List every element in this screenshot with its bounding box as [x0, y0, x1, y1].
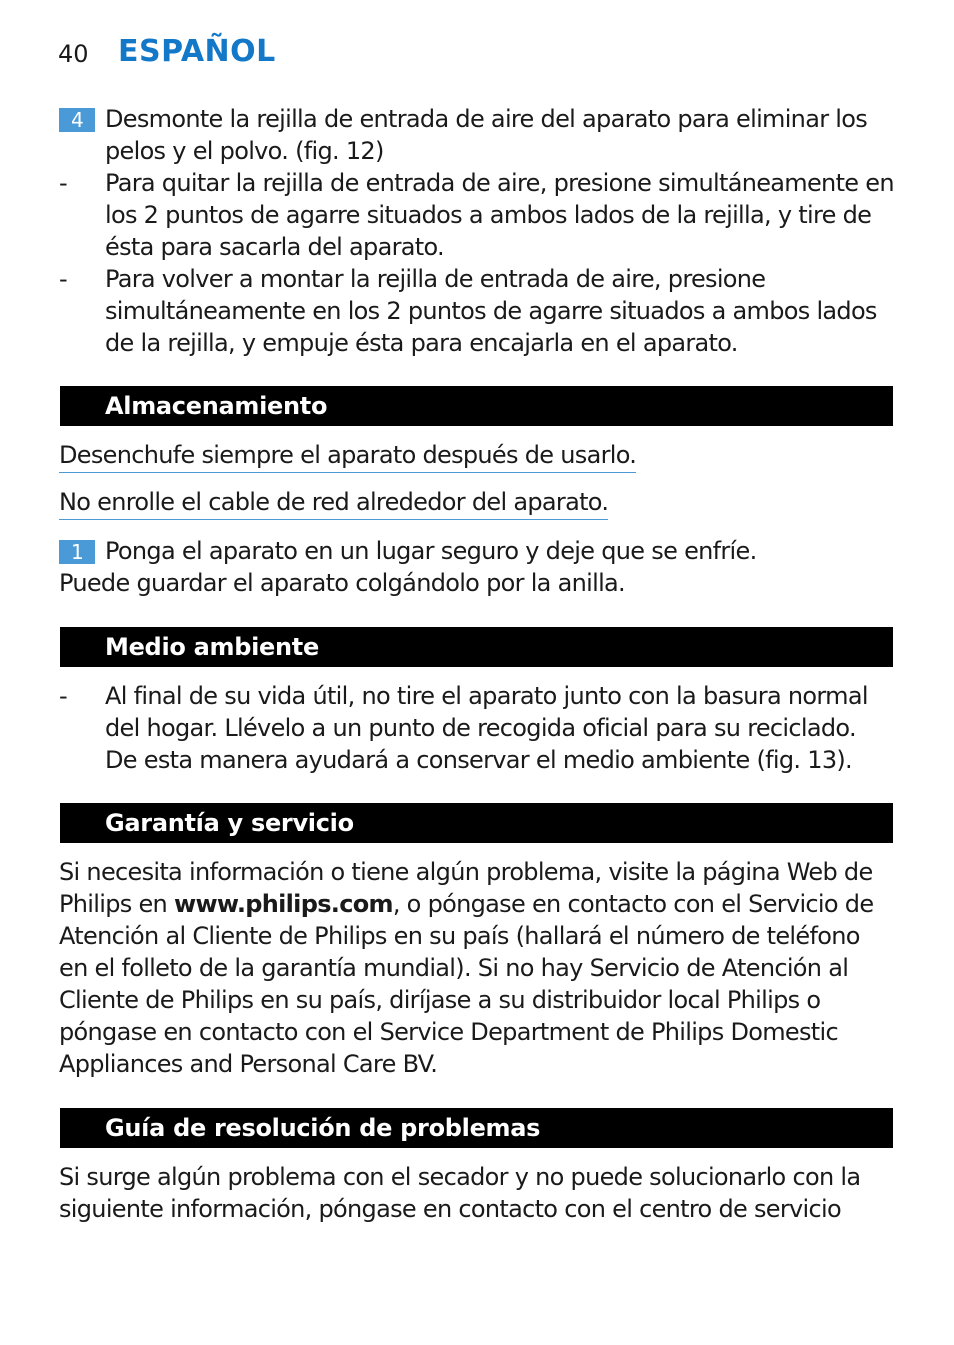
section-header-troubleshooting — [60, 1108, 893, 1148]
bullet-environment — [59, 680, 894, 776]
section-title: Garantía y servicio — [105, 809, 354, 837]
storage-note-cable: No enrolle el cable de red alrededor del aparato. — [59, 486, 608, 520]
philips-website-link[interactable]: www.philips.com — [173, 890, 393, 918]
section-title: Almacenamiento — [105, 392, 328, 420]
warranty-text-start: Si necesita información o tiene algún problema, visite la página Web de Philips en — [59, 858, 873, 918]
bullet-reattach-grille — [59, 263, 894, 359]
storage-extra-text: Puede guardar el aparato colgándolo por la anilla. — [59, 569, 625, 597]
storage-note-unplug: Desenchufe siempre el aparato después de usarlo. — [59, 439, 636, 473]
page-number: 40 — [58, 40, 89, 68]
dash-marker: - — [59, 169, 67, 197]
bullet-text: Para volver a montar la rejilla de entrada de aire, presione simultáneamente en los 2 puntos de agarre situados a ambos lados de la rejilla, y empuje ésta para encajarla en el aparato. — [105, 265, 877, 357]
step-4 — [59, 103, 889, 167]
section-title: Guía de resolución de problemas — [105, 1114, 541, 1142]
bullet-text: Para quitar la rejilla de entrada de aire, presione simultáneamente en los 2 puntos de agarre situados a ambos lados de la rejilla, y tire de ésta para sacarla del aparato. — [105, 169, 894, 261]
dash-marker: - — [59, 682, 67, 710]
section-title: Medio ambiente — [105, 633, 319, 661]
bullet-text: Al final de su vida útil, no tire el aparato junto con la basura normal del hogar. Llévelo a un punto de recogida oficial para su reciclado. De esta manera ayudará a conservar el medio ambiente (fig. 13). — [105, 682, 868, 774]
warranty-paragraph — [59, 856, 894, 1080]
section-header-storage — [60, 386, 893, 426]
warranty-text-end: , o póngase en contacto con el Servicio de Atención al Cliente de Philips en su país (hallará el número de teléfono en el folleto de la garantía mundial). Si no hay Servicio de Atención al Cliente de Philips en su país, diríjase a su distribuidor local Philips o póngase en contacto con el Service Department de Philips Domestic Appliances and Personal Care BV. — [59, 890, 874, 1078]
step-1-text: Ponga el aparato en un lugar seguro y deje que se enfríe. — [105, 537, 757, 565]
bullet-remove-grille — [59, 167, 894, 263]
dash-marker: - — [59, 265, 67, 293]
step-4-text: Desmonte la rejilla de entrada de aire del aparato para eliminar los pelos y el polvo. (fig. 12) — [105, 105, 868, 165]
step-number-badge: 1 — [59, 540, 95, 564]
step-number-badge: 4 — [59, 108, 95, 132]
step-1 — [59, 535, 889, 567]
section-header-environment — [60, 627, 893, 667]
section-header-warranty — [60, 803, 893, 843]
language-heading: ESPAÑOL — [118, 34, 276, 69]
troubleshooting-paragraph: Si surge algún problema con el secador y no puede solucionarlo con la siguiente información, póngase en contacto con el centro de servicio — [59, 1163, 861, 1223]
